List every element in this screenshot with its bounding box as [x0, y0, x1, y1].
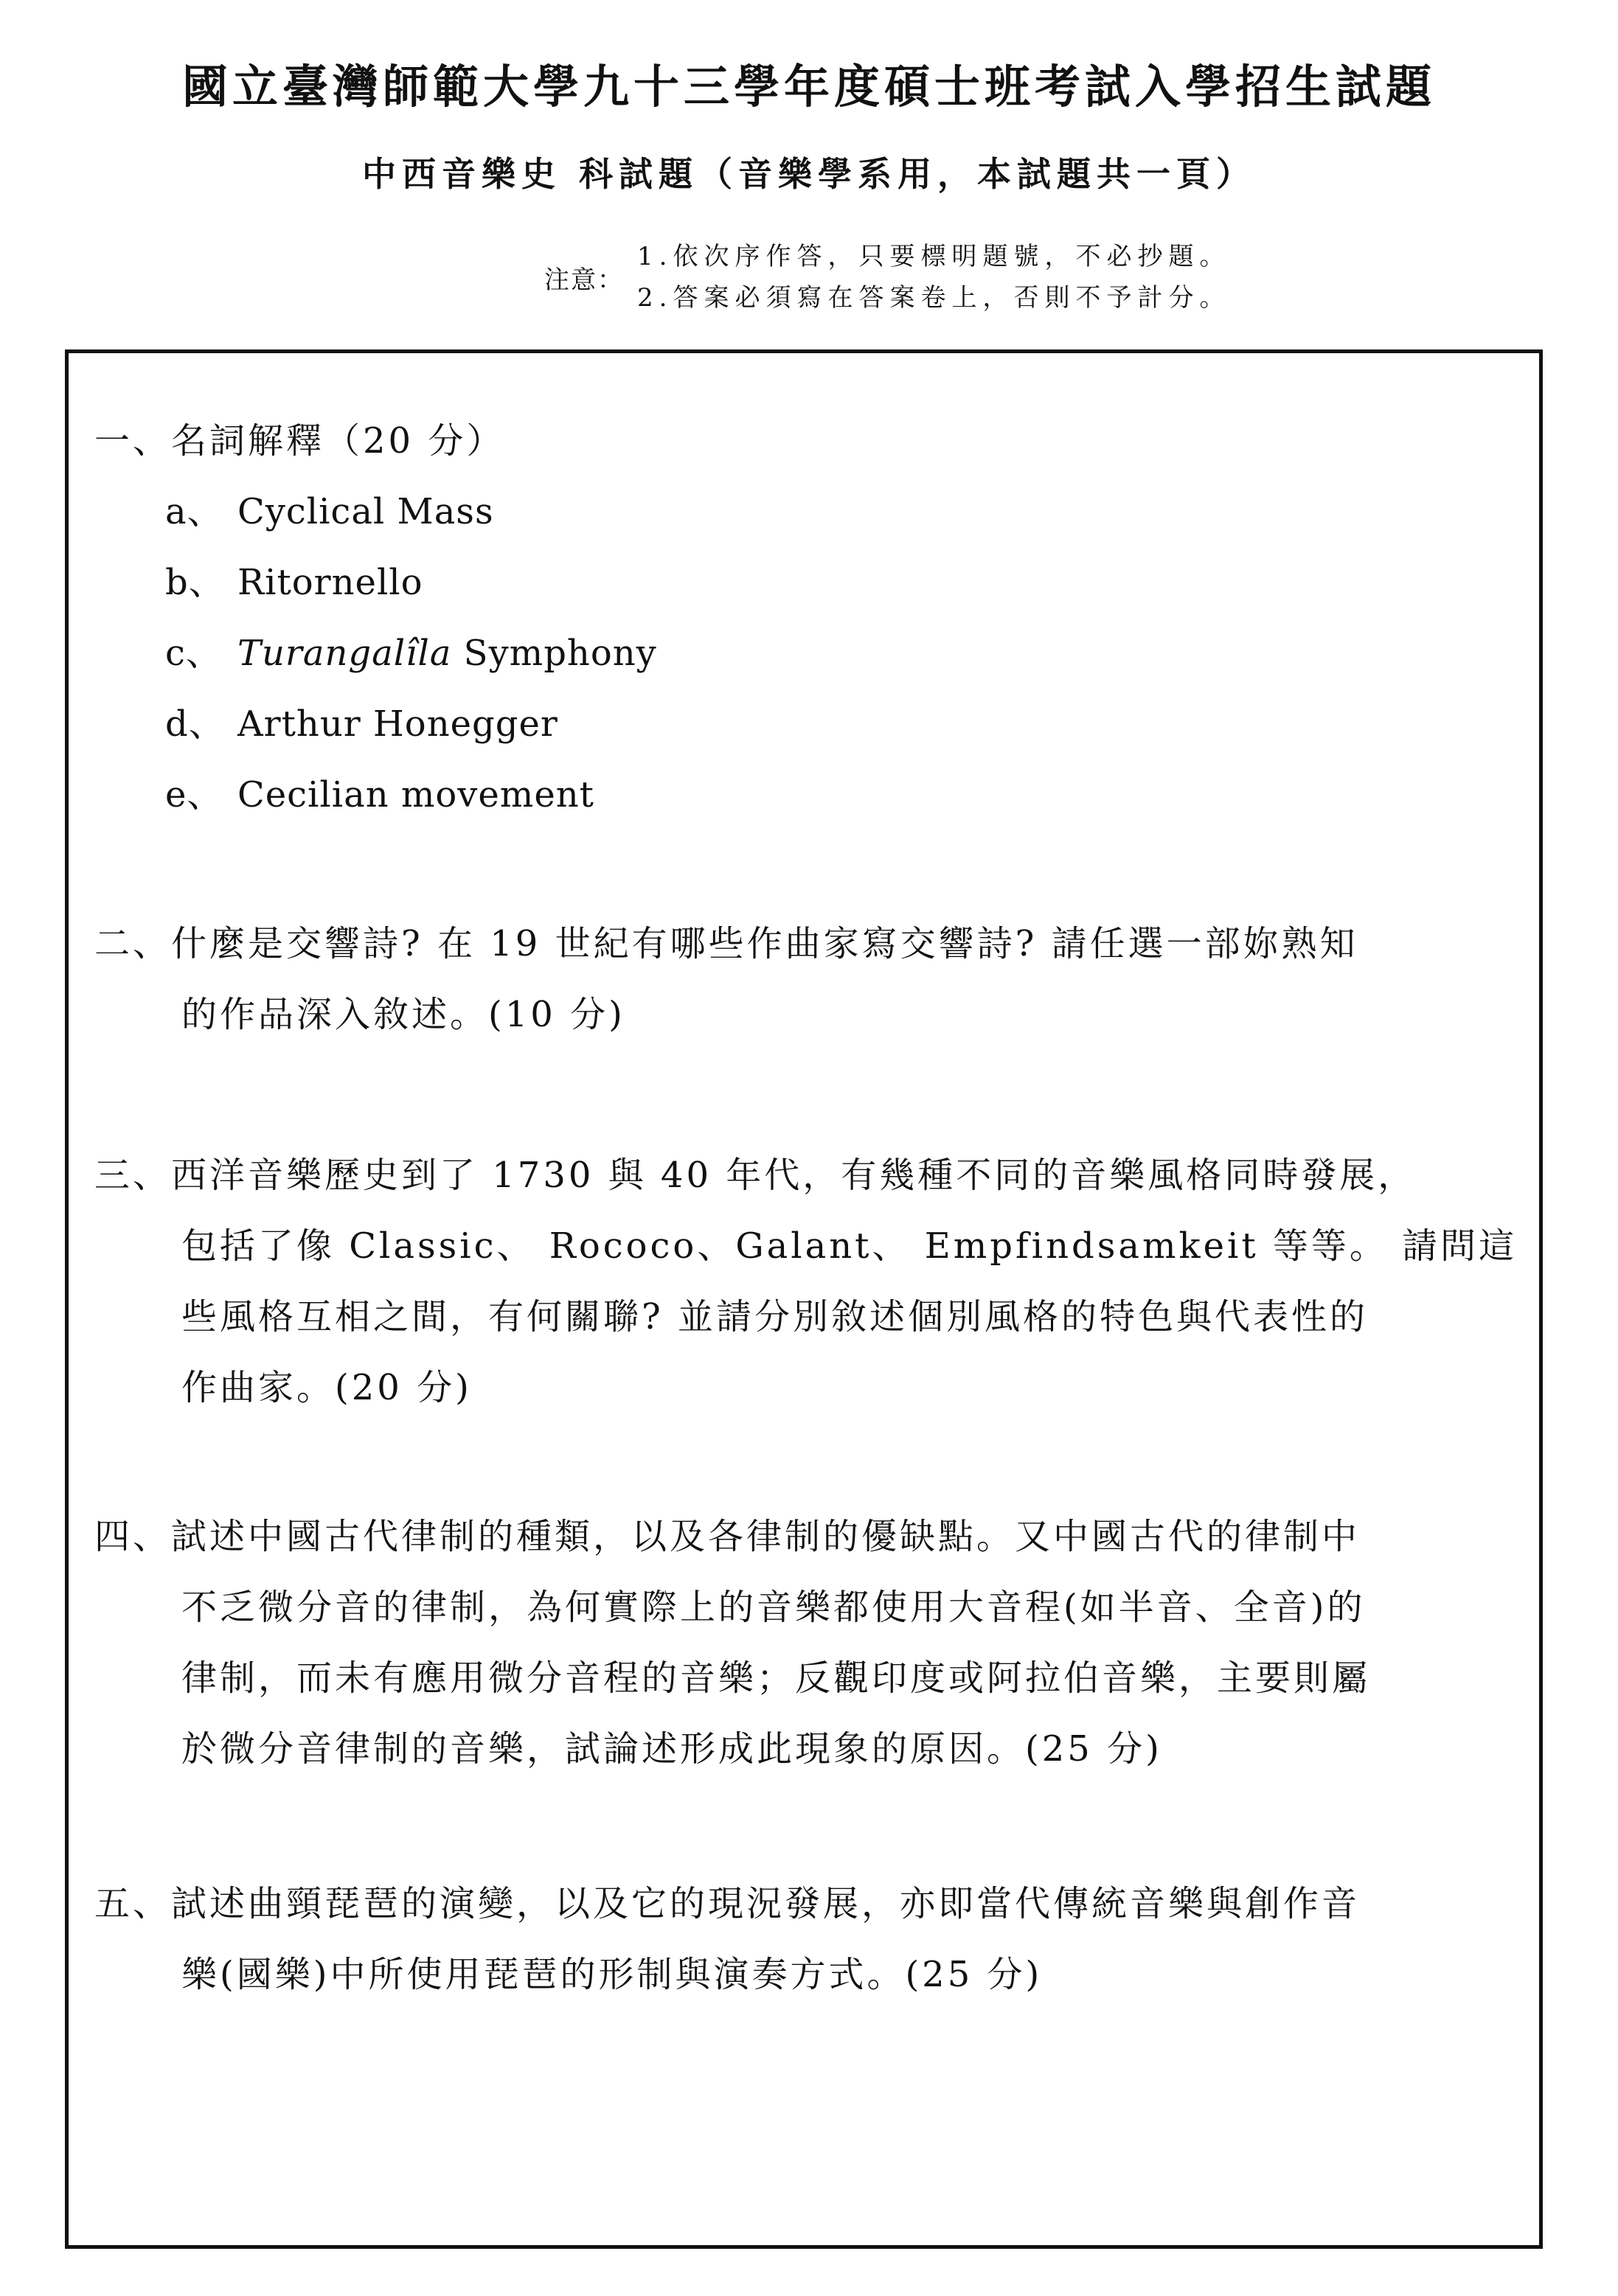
instruction-item-1: 1.依次序作答，只要標明題號，不必抄題。 — [637, 242, 1231, 271]
question-3-line-2: 包括了像 Classic、 Rococo、Galant、 Empfindsamkeit 等等。 請問這 — [181, 1225, 1518, 1267]
term-text: Cyclical Mass — [237, 491, 494, 532]
term-e — [94, 759, 1525, 830]
instructions-block — [544, 236, 1230, 319]
question-3-line-3: 些風格互相之間，有何關聯? 並請分別敘述個別風格的特色與代表性的 — [181, 1296, 1368, 1337]
term-letter: e、 — [165, 774, 223, 815]
question-5 — [94, 1868, 1525, 2010]
term-a — [94, 476, 1525, 547]
term-text: Cecilian movement — [237, 774, 594, 815]
question-4 — [94, 1501, 1525, 1784]
question-2-line-2: 的作品深入敘述。(10 分) — [181, 994, 625, 1035]
instructions-label: 注意： — [544, 265, 624, 295]
term-b — [94, 547, 1525, 618]
question-2 — [94, 908, 1525, 1050]
instructions-list — [637, 236, 1230, 319]
term-text-italic: Turangalîla — [237, 633, 452, 674]
question-4-line-1: 四、試述中國古代律制的種類，以及各律制的優缺點。又中國古代的律制中 — [94, 1516, 1361, 1557]
question-5-line-2: 樂(國樂)中所使用琵琶的形制與演奏方式。(25 分) — [181, 1954, 1043, 1995]
term-letter: d、 — [165, 703, 225, 745]
term-c — [94, 618, 1525, 689]
question-3 — [94, 1140, 1525, 1423]
question-4-line-2: 不乏微分音的律制，為何實際上的音樂都使用大音程(如半音、全音)的 — [181, 1587, 1366, 1628]
question-4-line-4: 於微分音律制的音樂，試論述形成此現象的原因。(25 分) — [181, 1728, 1162, 1770]
exam-title: 國立臺灣師範大學九十三學年度碩士班考試入學招生試題 — [181, 60, 1436, 114]
term-letter: c、 — [165, 633, 222, 674]
term-text: Symphony — [451, 633, 657, 674]
term-d — [94, 689, 1525, 759]
question-3-line-4: 作曲家。(20 分) — [181, 1367, 472, 1408]
question-4-line-3: 律制，而未有應用微分音程的音樂；反觀印度或阿拉伯音樂，主要則屬 — [181, 1657, 1371, 1699]
question-3-line-1: 三、西洋音樂歷史到了 1730 與 40 年代，有幾種不同的音樂風格同時發展， — [94, 1155, 1417, 1196]
question-5-line-1: 五、試述曲頸琵琶的演變，以及它的現況發展，亦即當代傳統音樂與創作音 — [94, 1883, 1361, 1924]
question-1 — [94, 406, 1525, 830]
question-1-heading: 一、名詞解釋（20 分） — [94, 420, 505, 462]
exam-subtitle: 中西音樂史 科試題（音樂學系用，本試題共一頁） — [361, 154, 1256, 194]
question-2-line-1: 二、什麼是交響詩? 在 19 世紀有哪些作曲家寫交響詩? 請任選一部妳熟知 — [94, 923, 1358, 964]
term-text: Arthur Honegger — [237, 703, 558, 745]
instruction-item-2: 2.答案必須寫在答案卷上，否則不予計分。 — [637, 283, 1231, 313]
term-letter: a、 — [165, 491, 223, 532]
term-text: Ritornello — [237, 562, 423, 603]
term-letter: b、 — [165, 562, 225, 603]
